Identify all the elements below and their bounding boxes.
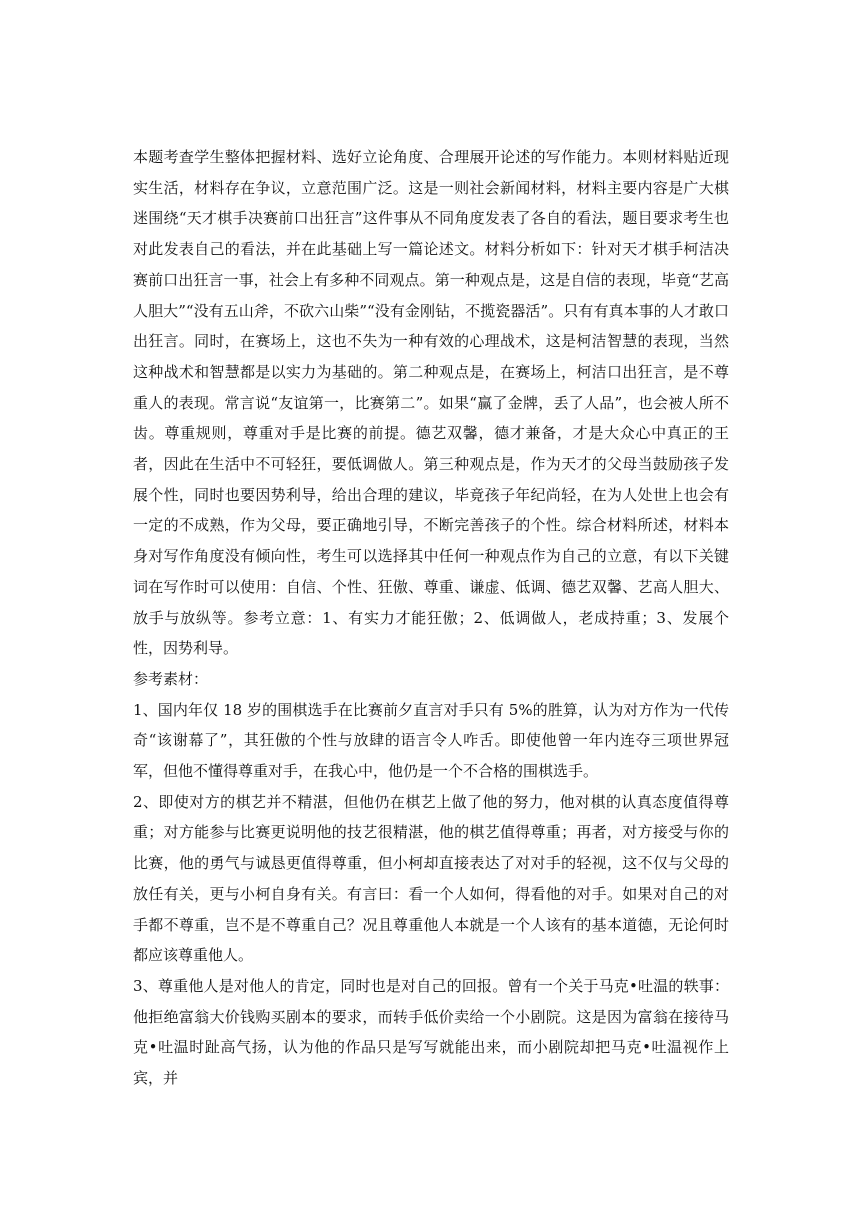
reference-material-heading: 参考素材：: [133, 669, 209, 688]
reference-item-2: 2、即使对方的棋艺并不精湛，但他仍在棋艺上做了他的努力，他对棋的认真态度值得尊重；对方能参与比赛更说明他的技艺很精湛，他的棋艺值得尊重；再者，对方接受与你的比赛，他的勇气与诚恳更值得尊重，但小柯却直接表达了对对手的轻视，这不仅与父母的放任有关，更与小柯自身有关。有言曰：看一个人如何，得看他的对手。如果对自己的对手都不尊重，岂不是不尊重自己？况且尊重他人本就是一个人该有的基本道德，无论何时都应该尊重他人。: [133, 792, 729, 965]
reference-item-3: 3、尊重他人是对他人的肯定，同时也是对自己的回报。曾有一个关于马克•吐温的轶事：他拒绝富翁大价钱购买剧本的要求，而转手低价卖给一个小剧院。这是因为富翁在接待马克•吐温时趾高气扬，认为他的作品只是写写就能出来，而小剧院却把马克•吐温视作上宾，并: [133, 976, 729, 1088]
document-body: [133, 142, 729, 1094]
analysis-paragraph: 本题考查学生整体把握材料、选好立论角度、合理展开论述的写作能力。本则材料贴近现实生活，材料存在争议，立意范围广泛。这是一则社会新闻材料，材料主要内容是广大棋迷围绕“天才棋手决赛前口出狂言”这件事从不同角度发表了各自的看法，题目要求考生也对此发表自己的看法，并在此基础上写一篇论述文。材料分析如下：针对天才棋手柯洁决赛前口出狂言一事，社会上有多种不同观点。第一种观点是，这是自信的表现，毕竟“艺高人胆大”“没有五山斧，不砍六山柴”“没有金刚钻，不揽瓷器活”。只有有真本事的人才敢口出狂言。同时，在赛场上，这也不失为一种有效的心理战术，这是柯洁智慧的表现，当然这种战术和智慧都是以实力为基础的。第二种观点是，在赛场上，柯洁口出狂言，是不尊重人的表现。常言说“友谊第一，比赛第二”。如果“赢了金牌，丢了人品”，也会被人所不齿。尊重规则，尊重对手是比赛的前提。德艺双馨，德才兼备，才是大众心中真正的王者，因此在生活中不可轻狂，要低调做人。第三种观点是，作为天才的父母当鼓励孩子发展个性，同时也要因势利导，给出合理的建议，毕竟孩子年纪尚轻，在为人处世上也会有一定的不成熟，作为父母，要正确地引导，不断完善孩子的个性。综合材料所述，材料本身对写作角度没有倾向性，考生可以选择其中任何一种观点作为自己的立意，有以下关键词在写作时可以使用：自信、个性、狂傲、尊重、谦虚、低调、德艺双馨、艺高人胆大、放手与放纵等。参考立意：1、有实力才能狂傲；2、低调做人，老成持重；3、发展个性，因势利导。: [133, 148, 729, 658]
reference-item-1: 1、国内年仅 18 岁的围棋选手在比赛前夕直言对手只有 5%的胜算，认为对方作为一代传奇“该谢幕了”，其狂傲的个性与放肆的语言令人咋舌。即使他曾一年内连夺三项世界冠军，但他不懂得尊重对手，在我心中，他仍是一个不合格的围棋选手。: [133, 700, 729, 781]
